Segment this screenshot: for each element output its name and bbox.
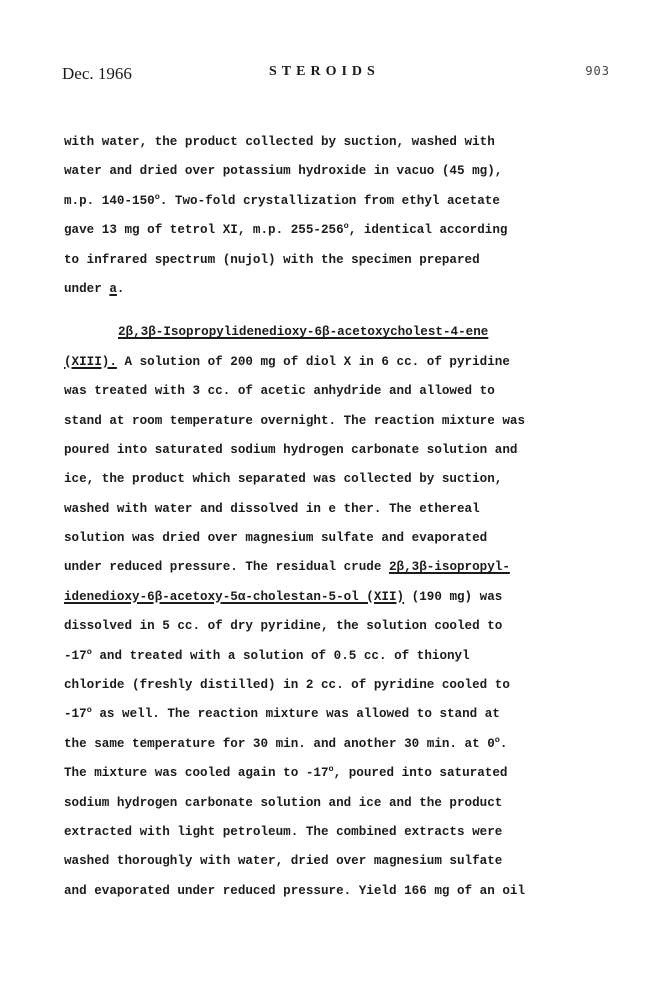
text-run: . <box>116 281 125 296</box>
body-text <box>64 128 624 906</box>
text-run: . <box>499 736 508 751</box>
degree-mark: o <box>86 646 92 657</box>
text-line: to infrared spectrum (nujol) with the specimen prepared <box>64 252 480 267</box>
text-line: and evaporated under reduced pressure. Yield 166 mg of an oil <box>64 883 526 898</box>
degree-mark: o <box>494 734 500 745</box>
underlined-compound-name: 2β,3β-isopropyl- <box>388 560 510 575</box>
text-line: dissolved in 5 cc. of dry pyridine, the solution cooled to <box>64 619 503 634</box>
text-run: as well. The reaction mixture was allowed to stand at <box>91 707 500 722</box>
text-run: and treated with a solution of 0.5 cc. of thionyl <box>91 648 470 663</box>
text-line <box>64 216 624 245</box>
text-line: sodium hydrogen carbonate solution and ice and the product <box>64 795 503 810</box>
text-run: (190 mg) was <box>404 589 503 604</box>
text-line: water and dried over potassium hydroxide in vacuo (45 mg), <box>64 164 503 179</box>
text-run: -17 <box>64 648 87 663</box>
text-line: was treated with 3 cc. of acetic anhydride and allowed to <box>64 384 495 399</box>
compound-label-heading: (XIII). <box>64 354 117 369</box>
text-line: ice, the product which separated was collected by suction, <box>64 472 503 487</box>
text-run: A solution of 200 mg of diol X in 6 cc. of pyridine <box>116 354 510 369</box>
header-page-number: 903 <box>585 64 610 78</box>
degree-mark: o <box>154 191 160 202</box>
text-line <box>64 759 624 788</box>
text-run: , identical according <box>348 223 508 238</box>
text-run: under <box>64 281 110 296</box>
text-line: washed thoroughly with water, dried over magnesium sulfate <box>64 854 503 869</box>
text-line: poured into saturated sodium hydrogen carbonate solution and <box>64 442 518 457</box>
degree-mark: o <box>86 705 92 716</box>
underlined-compound-name: idenedioxy-6β-acetoxy-5α-cholestan-5-ol (XII) <box>64 589 405 604</box>
header-date: Dec. 1966 <box>62 64 132 83</box>
text-run: under reduced pressure. The residual crude <box>64 560 389 575</box>
text-run: m.p. 140-150 <box>64 193 155 208</box>
section-heading <box>64 318 624 347</box>
header-journal-title: STEROIDS <box>269 64 380 79</box>
text-line: washed with water and dissolved in e ther. The ethereal <box>64 501 480 516</box>
degree-mark: o <box>343 220 349 231</box>
text-run: The mixture was cooled again to -17 <box>64 766 329 781</box>
text-line <box>64 553 624 582</box>
text-line <box>64 642 624 671</box>
compound-name-heading: 2β,3β-Isopropylidenedioxy-6β-acetoxycholest-4-ene <box>118 325 489 340</box>
text-line: extracted with light petroleum. The combined extracts were <box>64 824 503 839</box>
text-run: -17 <box>64 707 87 722</box>
text-run: gave 13 mg of tetrol XI, m.p. 255-256 <box>64 223 344 238</box>
text-line <box>64 275 624 304</box>
degree-mark: o <box>328 764 334 775</box>
page-header <box>62 64 610 86</box>
text-line: chloride (freshly distilled) in 2 cc. of pyridine cooled to <box>64 678 510 693</box>
text-line <box>64 700 624 729</box>
paragraph-gap <box>64 304 624 318</box>
text-run: . Two-fold crystallization from ethyl acetate <box>159 193 500 208</box>
text-line: stand at room temperature overnight. The reaction mixture was <box>64 413 526 428</box>
text-line <box>64 583 624 612</box>
text-line: with water, the product collected by suction, washed with <box>64 135 495 149</box>
underlined-reference: a <box>109 281 117 296</box>
text-run: the same temperature for 30 min. and another 30 min. at 0 <box>64 736 495 751</box>
text-line <box>64 187 624 216</box>
text-line <box>64 348 624 377</box>
text-run: , poured into saturated <box>333 766 508 781</box>
text-line: solution was dried over magnesium sulfate and evaporated <box>64 531 488 546</box>
text-line <box>64 730 624 759</box>
